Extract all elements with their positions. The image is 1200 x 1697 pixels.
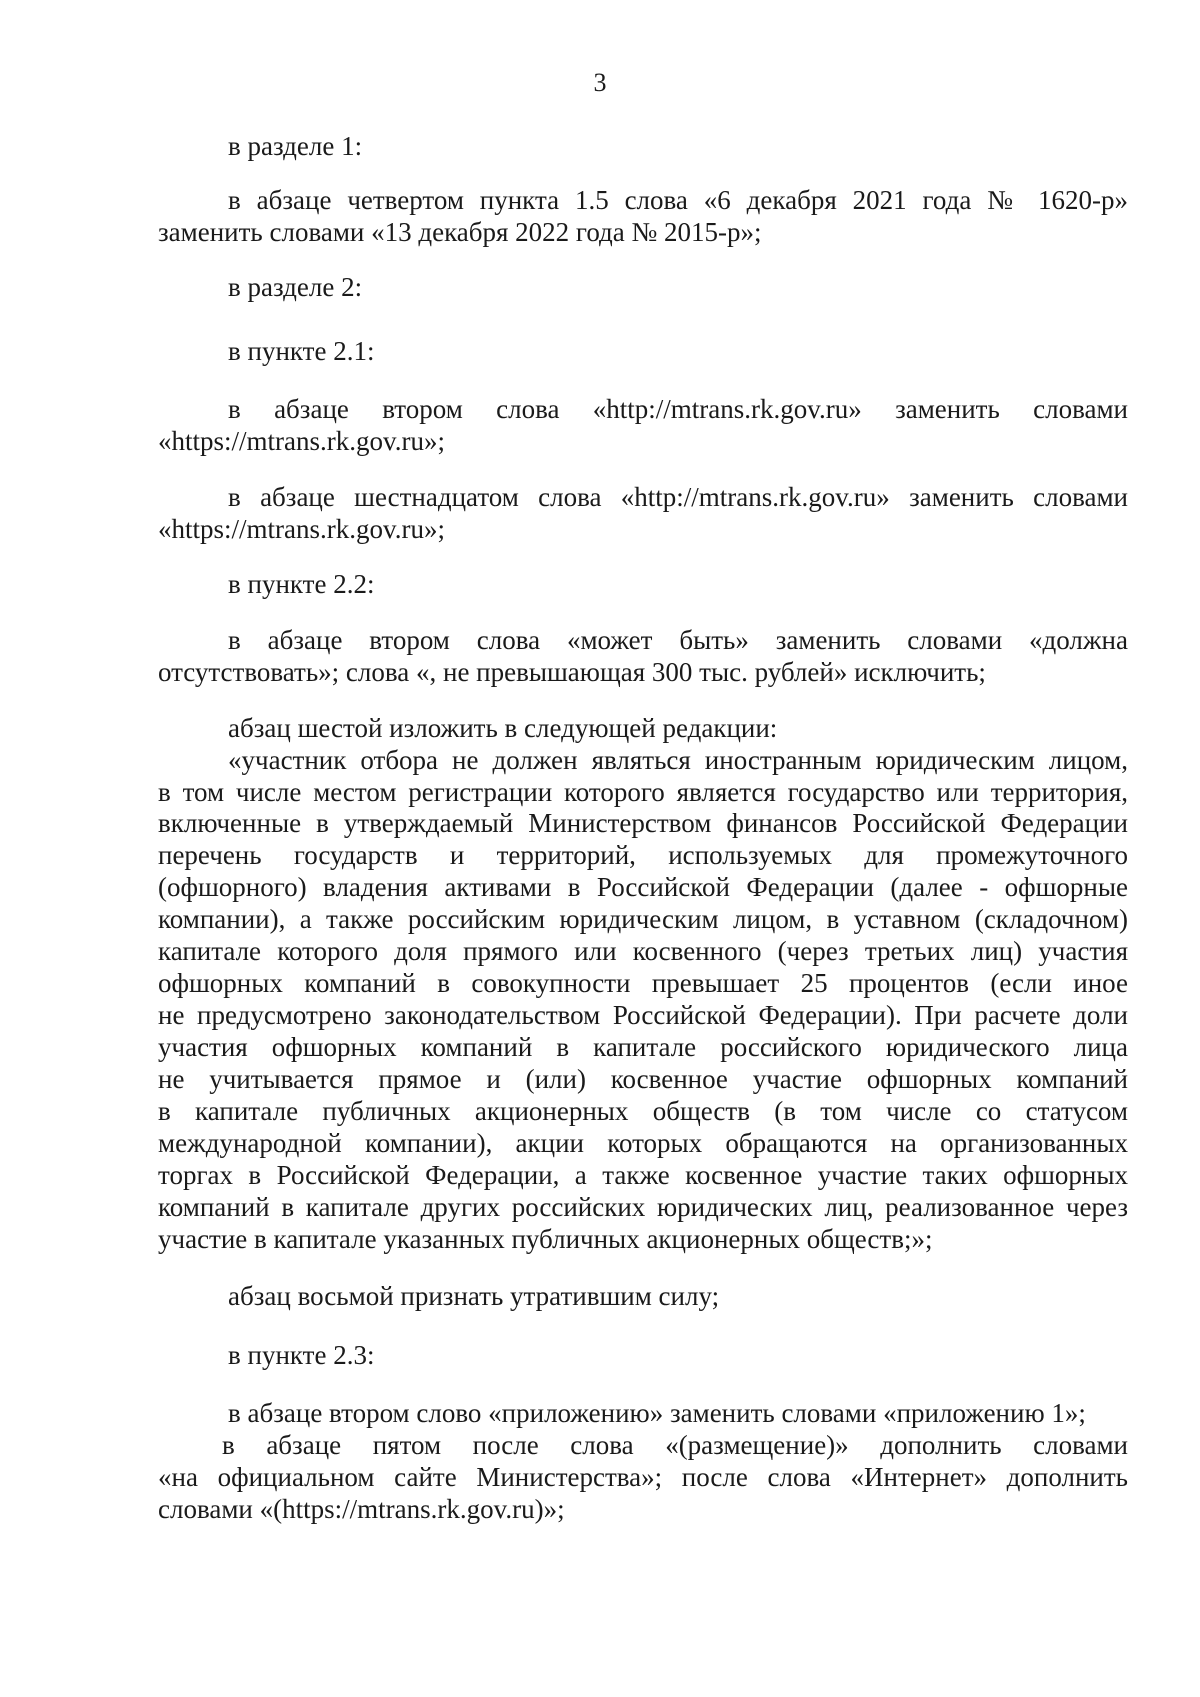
text-line: компании), а также российским юридическим лицом, в уставном (складочном) — [158, 904, 1128, 934]
text-line: в разделе 2: — [228, 272, 363, 302]
text-line: абзац шестой изложить в следующей редакции: — [228, 713, 778, 743]
text-line: торгах в Российской Федерации, а также косвенное участие таких офшорных — [158, 1160, 1128, 1190]
text-line: компаний в капитале других российских юридических лиц, реализованное через — [158, 1192, 1128, 1222]
text-line: «участник отбора не должен являться иностранным юридическим лицом, — [228, 745, 1128, 775]
text-line: капитале которого доля прямого или косвенного (через третьих лиц) участия — [158, 936, 1128, 966]
text-line: в капитале публичных акционерных обществ (в том числе со статусом — [158, 1096, 1128, 1126]
text-line: словами «(https://mtrans.rk.gov.ru)»; — [158, 1494, 565, 1524]
text-line: международной компании), акции которых обращаются на организованных — [158, 1128, 1128, 1158]
text-line: не предусмотрено законодательством Российской Федерации). При расчете доли — [158, 1000, 1128, 1030]
text-line: перечень государств и территорий, используемых для промежуточного — [158, 840, 1128, 870]
text-line: в абзаце четвертом пункта 1.5 слова «6 декабря 2021 года № 1620-р» — [228, 185, 1128, 215]
text-line: отсутствовать»; слова «, не превышающая 300 тыс. рублей» исключить; — [158, 657, 986, 687]
text-line: в пункте 2.1: — [228, 336, 375, 366]
text-line: в абзаце втором слово «приложению» заменить словами «приложению 1»; — [228, 1398, 1086, 1428]
page-number: 3 — [593, 68, 607, 97]
text-line: включенные в утверждаемый Министерством финансов Российской Федерации — [158, 808, 1128, 838]
text-line: в абзаце втором слова «http://mtrans.rk.gov.ru» заменить словами — [228, 394, 1128, 424]
text-line: офшорных компаний в совокупности превышает 25 процентов (если иное — [158, 968, 1128, 998]
text-line: в абзаце втором слова «может быть» заменить словами «должна — [228, 625, 1128, 655]
text-line: заменить словами «13 декабря 2022 года № 2015-р»; — [158, 217, 762, 247]
text-line: участие в капитале указанных публичных акционерных обществ;»; — [158, 1224, 933, 1254]
text-line: абзац восьмой признать утратившим силу; — [228, 1281, 720, 1311]
text-line: в абзаце шестнадцатом слова «http://mtrans.rk.gov.ru» заменить словами — [228, 482, 1128, 512]
text-line: не учитывается прямое и (или) косвенное участие офшорных компаний — [158, 1064, 1128, 1094]
text-line: (офшорного) владения активами в Российской Федерации (далее - офшорные — [158, 872, 1128, 902]
text-line: в пункте 2.3: — [228, 1340, 375, 1370]
text-line: «https://mtrans.rk.gov.ru»; — [158, 514, 445, 544]
text-line: участия офшорных компаний в капитале российского юридического лица — [158, 1032, 1128, 1062]
text-line: в разделе 1: — [228, 131, 363, 161]
text-line: в том числе местом регистрации которого является государство или территория, — [158, 777, 1128, 807]
text-line: «https://mtrans.rk.gov.ru»; — [158, 426, 445, 456]
text-line: «на официальном сайте Министерства»; после слова «Интернет» дополнить — [158, 1462, 1128, 1492]
text-line: в пункте 2.2: — [228, 569, 375, 599]
text-line: в абзаце пятом после слова «(размещение)» дополнить словами — [222, 1430, 1128, 1460]
